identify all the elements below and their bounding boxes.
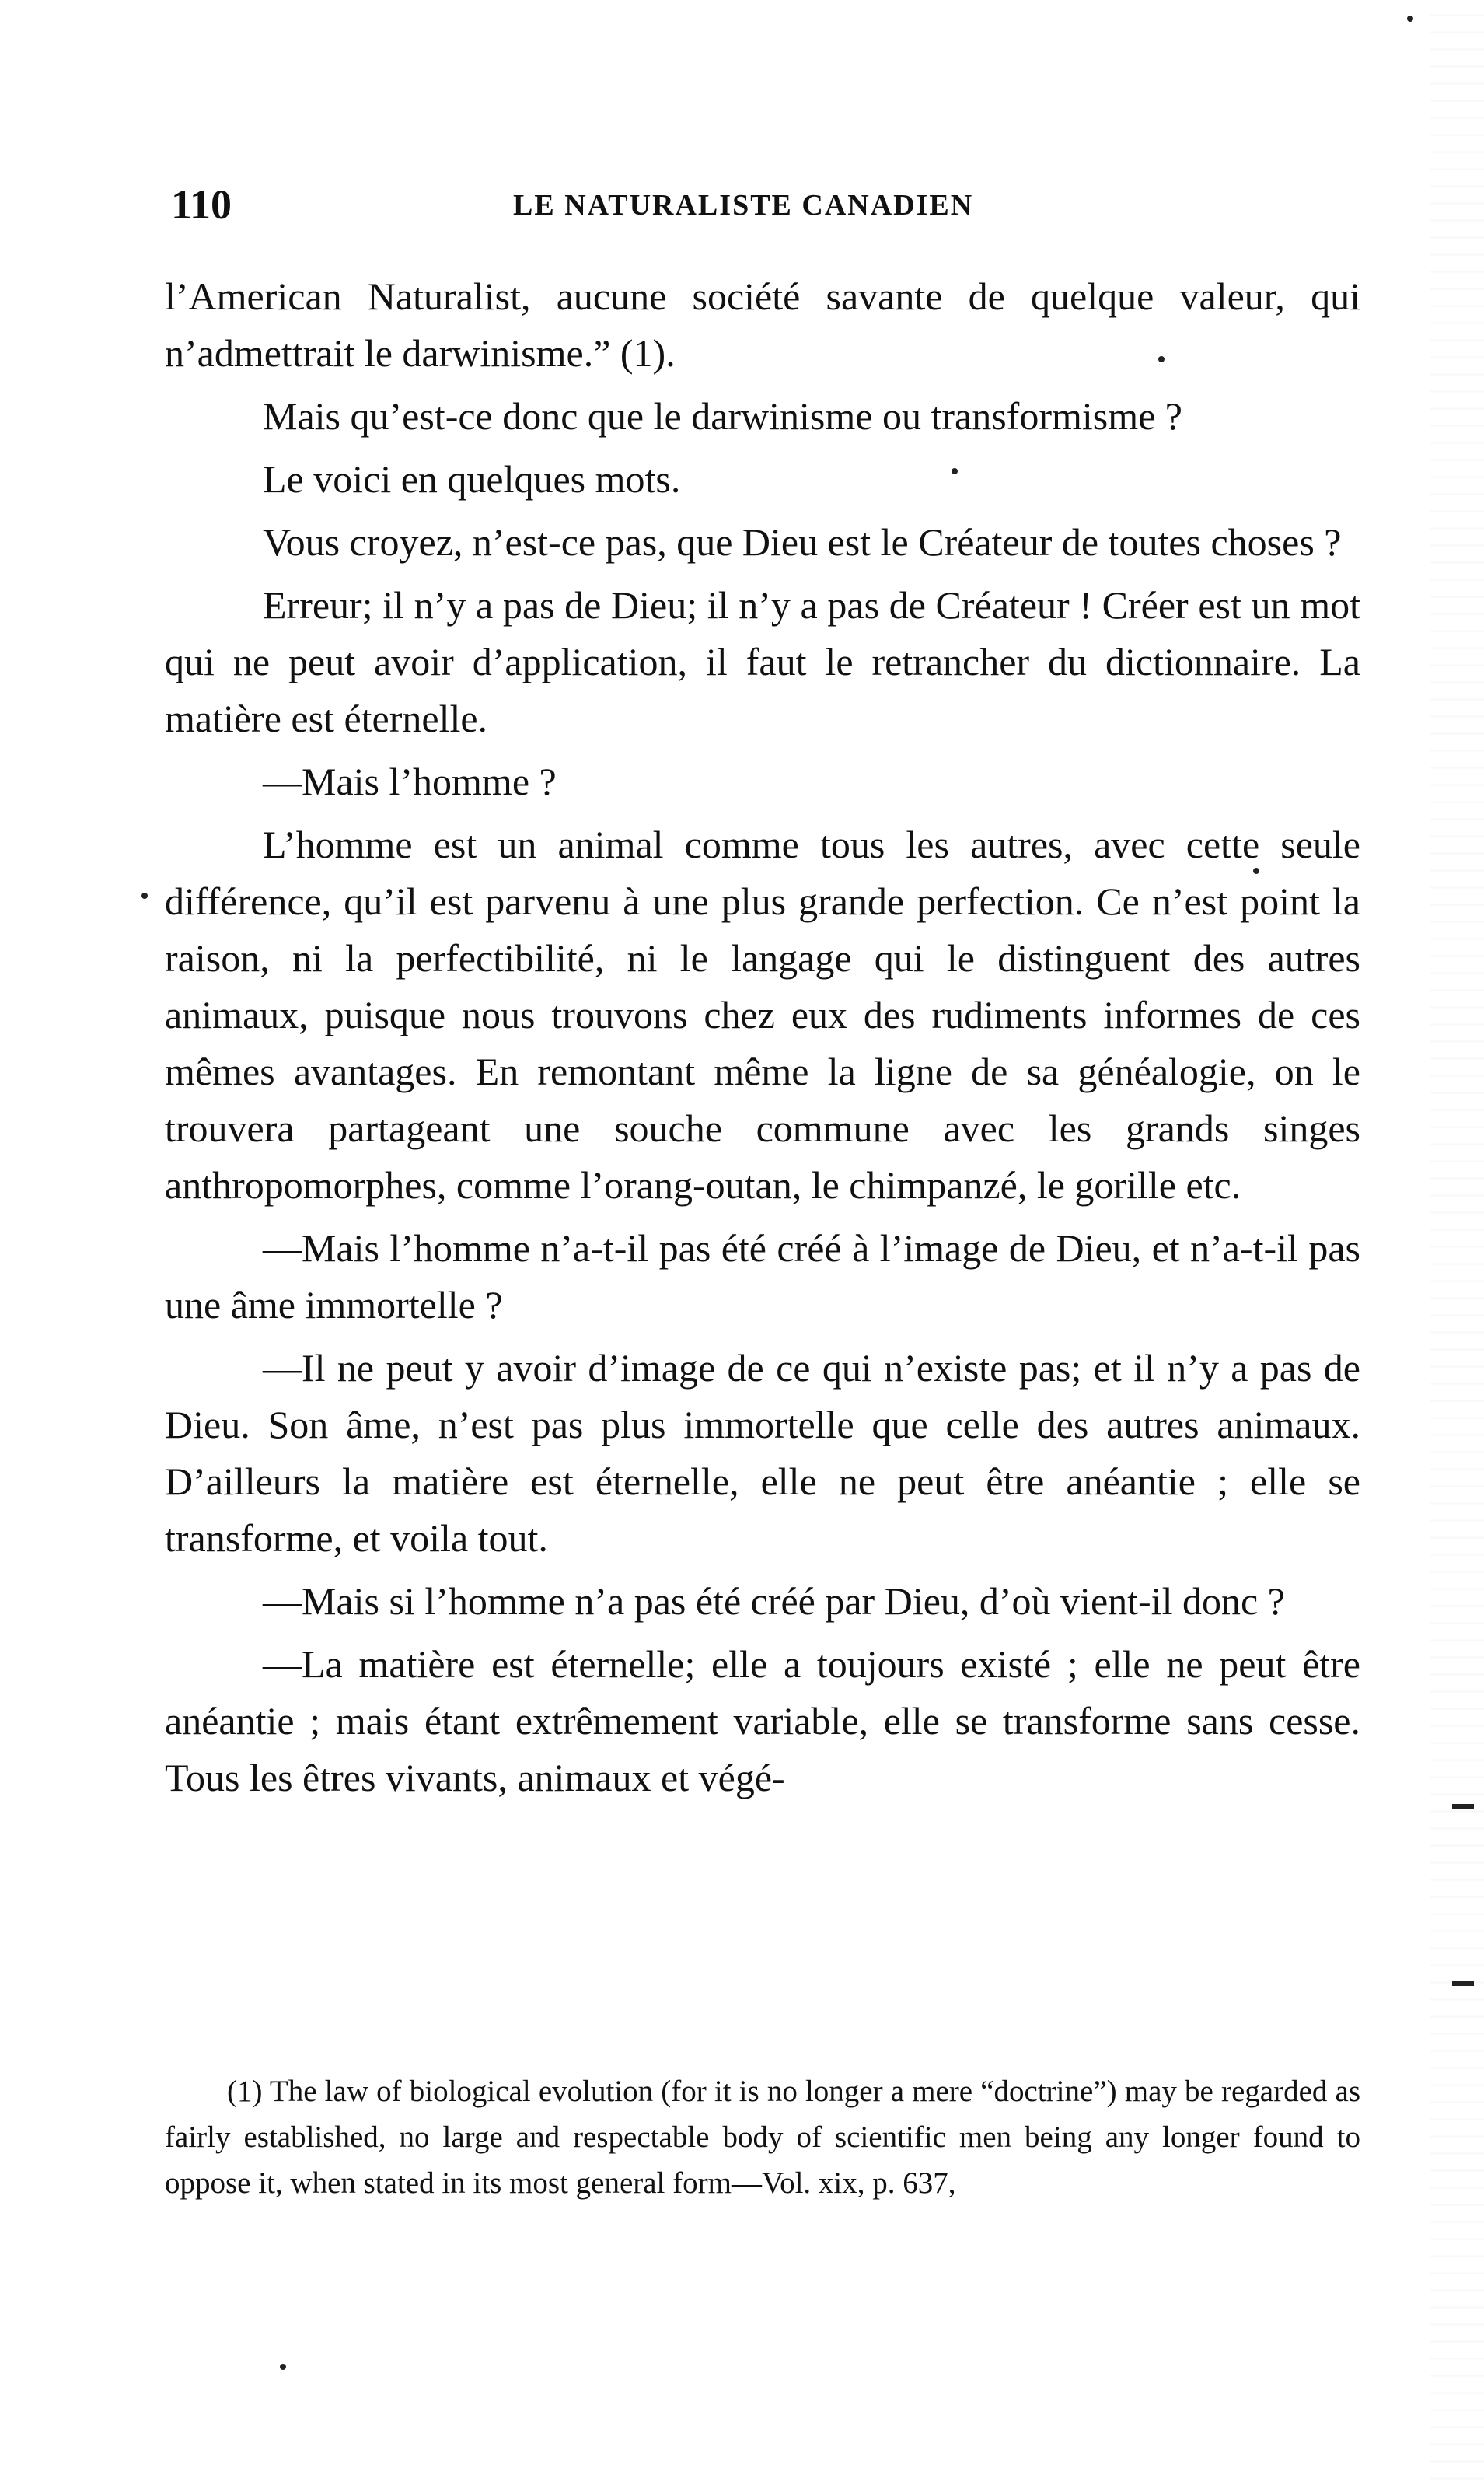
scan-mark xyxy=(1452,1804,1474,1809)
scan-speck xyxy=(141,893,148,899)
page-header xyxy=(171,180,1353,227)
paragraph-9: —Il ne peut y avoir d’image de ce qui n’existe pas; et il n’y a pas de Dieu. Son âme, n’est pas plus immortelle que celle des autres animaux. D’ailleurs la matière est éternelle, elle ne peut être anéantie ; elle se transforme, et voila tout. xyxy=(165,1346,1360,1560)
scan-mark xyxy=(1452,1981,1474,1986)
main-text xyxy=(165,268,1360,1813)
paragraph-11: —La matière est éternelle; elle a toujours existé ; elle ne peut être anéantie ; mais étant extrêmement variable, elle se transforme sans cesse. Tous les êtres vivants, animaux et végé- xyxy=(165,1642,1360,1799)
scan-speck xyxy=(952,468,958,474)
scan-edge-noise xyxy=(1430,0,1484,2482)
paragraph-8: —Mais l’homme n’a-t-il pas été créé à l’image de Dieu, et n’a-t-il pas une âme immortelle ? xyxy=(165,1226,1360,1327)
running-title: LE NATURALISTE CANADIEN xyxy=(513,189,974,222)
footnote-text: (1) The law of biological evolution (for it is no longer a mere “doctrine”) may be regarded as fairly established, no large and respectable body of scientific men being any longer found to oppose it, when stated in its most general form—Vol. xix, p. 637, xyxy=(165,2075,1360,2200)
paragraph-1: l’American Naturalist, aucune société savante de quelque valeur, qui n’admettrait le darwinisme.” (1). xyxy=(165,274,1360,375)
scan-speck xyxy=(1158,356,1165,362)
page-number: 110 xyxy=(171,181,232,228)
paragraph-3: Le voici en quelques mots. xyxy=(263,457,681,501)
scan-speck xyxy=(280,2364,286,2370)
scan-speck xyxy=(1407,16,1413,22)
paragraph-10: —Mais si l’homme n’a pas été créé par Dieu, d’où vient-il donc ? xyxy=(263,1579,1285,1623)
paragraph-6: —Mais l’homme ? xyxy=(263,760,557,803)
footnote xyxy=(165,2068,1360,2206)
paragraph-4: Vous croyez, n’est-ce pas, que Dieu est le Créateur de toutes choses ? xyxy=(263,520,1342,564)
scan-speck xyxy=(1253,868,1259,874)
paragraph-5: Erreur; il n’y a pas de Dieu; il n’y a pas de Créateur ! Créer est un mot qui ne peut avoir d’application, il faut le retrancher du dictionnaire. La matière est éternelle. xyxy=(165,583,1360,740)
paragraph-7: L’homme est un animal comme tous les autres, avec cette seule différence, qu’il est parvenu à une plus grande perfection. Ce n’est point la raison, ni la perfectibilité, ni le langage qui le distinguent des autres animaux, puisque nous trouvons chez eux des rudiments informes de ces mêmes avantages. En remontant même la ligne de sa généalogie, on le trouvera partageant une souche commune avec les grands singes anthropomorphes, comme l’orang-outan, le chimpanzé, le gorille etc. xyxy=(165,823,1360,1207)
paragraph-2: Mais qu’est-ce donc que le darwinisme ou transformisme ? xyxy=(263,394,1182,438)
